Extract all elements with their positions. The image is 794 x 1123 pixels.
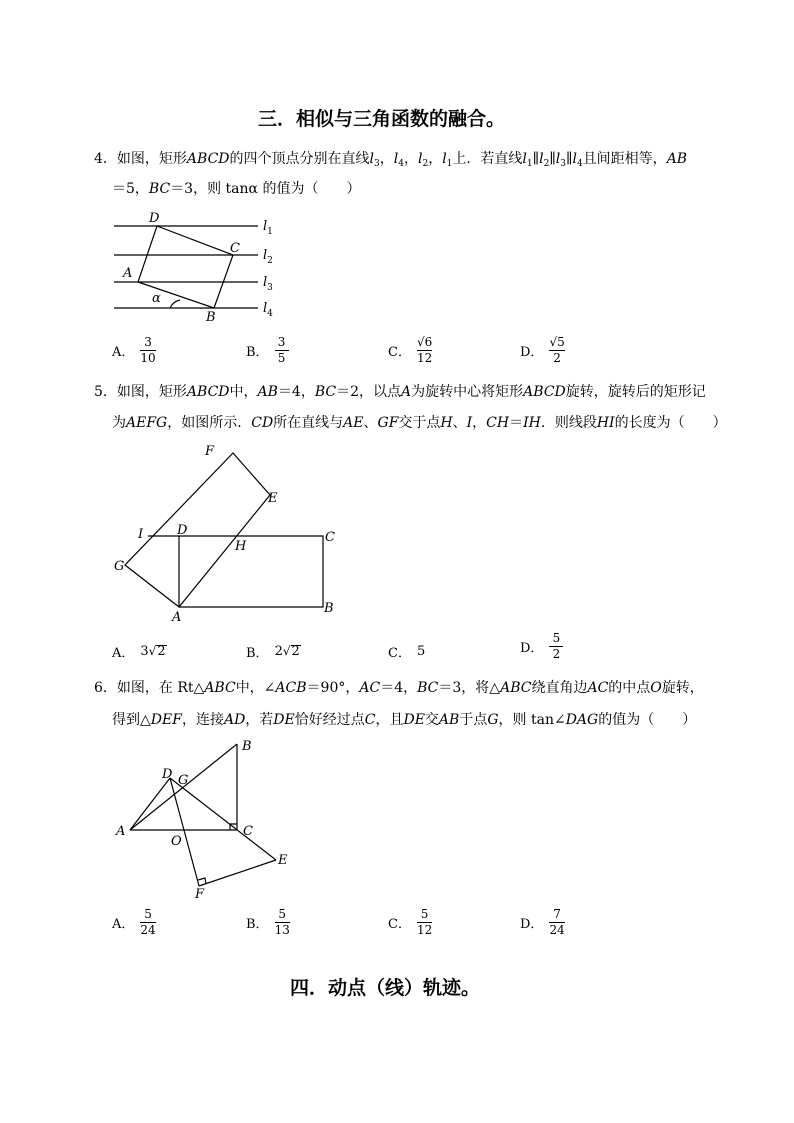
q6-text: ，则 tan∠ <box>498 712 566 728</box>
angle-alpha-arc <box>170 300 180 308</box>
label-A: A <box>116 824 126 839</box>
q5-text: 、 <box>452 415 467 431</box>
q4-var: l <box>393 151 399 167</box>
q5-var: AB <box>257 384 278 400</box>
numerator: 3 <box>277 335 286 349</box>
q5-var: CD <box>251 415 274 431</box>
option-label: C． <box>388 917 411 932</box>
q5-text: 、 <box>363 415 378 431</box>
q6-text: 如图，在 Rt△ <box>116 680 205 696</box>
numerator: 5 <box>144 907 152 921</box>
q6-text: 交 <box>424 712 439 728</box>
label-H: H <box>235 539 247 554</box>
q4-sub: 1 <box>526 159 533 169</box>
q5-text: 如图，矩形 <box>116 384 187 400</box>
q5-text: ，如图所示． <box>167 415 252 431</box>
q5-text: 为旋转中心将矩形 <box>411 384 524 400</box>
sqrt <box>149 645 167 658</box>
option-label: A． <box>112 917 135 932</box>
label-B: B <box>324 601 334 616</box>
q6-var: DE <box>403 712 425 728</box>
label-D: D <box>149 211 160 226</box>
option-label: B． <box>246 345 269 360</box>
q6-var: AD <box>223 712 246 728</box>
radicand: 2 <box>291 644 300 659</box>
q6-text: 旋转， <box>661 680 704 696</box>
q6-var: AC <box>359 680 381 696</box>
q5-var: ABCD <box>186 384 230 400</box>
q6-var: DE <box>273 712 295 728</box>
q6-text: 的中点 <box>608 680 651 696</box>
q4-option-d[interactable] <box>520 336 565 365</box>
denominator: 2 <box>553 351 561 365</box>
label-A: A <box>123 266 133 281</box>
numerator: 5 <box>278 907 287 921</box>
denominator: 5 <box>277 351 286 365</box>
q6-text: 得到△ <box>112 712 151 728</box>
q4-option-c[interactable] <box>388 336 432 365</box>
q5-text-line-1 <box>94 383 706 401</box>
q4-sub: 3 <box>374 159 380 169</box>
fraction <box>549 632 563 661</box>
q6-option-b[interactable] <box>246 908 290 937</box>
segment-de <box>170 778 276 860</box>
fraction <box>549 908 564 937</box>
q4-sub: 2 <box>422 159 429 169</box>
q4-var: l <box>555 151 561 167</box>
q6-var: G <box>487 712 499 728</box>
segment-ad <box>130 778 170 830</box>
q5-var: AEFG <box>126 415 168 431</box>
sqrt-icon: √ <box>148 644 157 658</box>
fraction <box>140 336 155 365</box>
option-value: 5 <box>416 644 426 659</box>
q4-var: l <box>539 151 544 167</box>
q5-option-d[interactable] <box>520 632 563 661</box>
label-F: F <box>205 444 215 459</box>
q5-option-b[interactable] <box>246 642 301 661</box>
option-label: D． <box>520 917 544 932</box>
q4-text: ∥ <box>549 151 556 167</box>
q5-text: ＝4， <box>277 384 315 400</box>
q5-text: ＝ <box>509 415 524 431</box>
q6-option-c[interactable] <box>388 908 432 937</box>
fraction <box>417 908 432 937</box>
q6-var: DEF <box>150 712 182 728</box>
label-B: B <box>242 739 252 754</box>
q5-var: GF <box>377 415 399 431</box>
q6-option-d[interactable] <box>520 908 565 937</box>
fraction <box>275 908 290 937</box>
q4-sub: 4 <box>576 159 583 169</box>
q4-text: ＝5， <box>112 181 149 197</box>
q6-text: 恰好经过点 <box>294 712 365 728</box>
denominator: 12 <box>416 351 433 365</box>
label-l4: $l_4$ <box>263 301 273 319</box>
q4-sub: 4 <box>398 159 404 169</box>
q5-var: ABCD <box>523 384 566 400</box>
q6-text-line-1 <box>94 679 704 697</box>
q4-text: ， <box>428 151 443 167</box>
q4-var: AB <box>666 151 688 167</box>
label-D: D <box>162 767 173 782</box>
q6-var: BC <box>417 680 439 696</box>
fraction <box>140 908 155 937</box>
denominator: 10 <box>140 351 156 365</box>
label-l2: $l_2$ <box>263 248 273 266</box>
fraction <box>275 336 289 365</box>
q4-text-line-2 <box>112 180 360 198</box>
q5-option-a[interactable] <box>112 642 167 661</box>
option-label: A． <box>112 345 135 360</box>
option-label: A． <box>112 646 135 661</box>
segment-fe <box>199 860 276 886</box>
numerator: 7 <box>553 907 561 921</box>
q6-var: ABC <box>204 680 236 696</box>
q4-var: BC <box>148 181 171 197</box>
q4-text: 上．若直线 <box>452 151 523 167</box>
section-3-heading: 三．相似与三角函数的融合。 <box>258 108 506 130</box>
q5-text: 的长度为（ ） <box>614 415 727 431</box>
label-B: B <box>206 310 216 325</box>
q6-figure <box>105 733 305 903</box>
q6-var: ACB <box>275 680 307 696</box>
q5-var: HI <box>596 415 615 431</box>
sqrt <box>283 645 301 658</box>
q4-sub: 2 <box>543 159 550 169</box>
q6-text: 绕直角边 <box>531 680 588 696</box>
denominator: 13 <box>274 923 290 937</box>
q4-var: ABCD <box>186 151 230 167</box>
denominator: 24 <box>140 923 156 937</box>
q5-var: IH <box>523 415 541 431</box>
q5-text: ．则线段 <box>540 415 597 431</box>
label-O: O <box>171 834 182 849</box>
q5-text: ， <box>472 415 487 431</box>
q4-text: ， <box>403 151 418 167</box>
q6-var: DAG <box>565 712 599 728</box>
numerator: √5 <box>549 335 565 349</box>
q6-var: O <box>650 680 662 696</box>
q4-text: ＝3，则 tanα 的值为（ ） <box>170 181 361 197</box>
q4-figure <box>100 205 290 325</box>
q4-var: l <box>417 151 423 167</box>
numerator: 3 <box>144 335 152 349</box>
q4-text: 如图，矩形 <box>116 151 187 167</box>
q5-var: H <box>440 415 453 431</box>
right-angle-f <box>198 878 206 884</box>
label-E: E <box>268 491 278 506</box>
q4-text: 的四个顶点分别在直线 <box>229 151 370 167</box>
q5-text: 所在直线与 <box>273 415 344 431</box>
option-label: D． <box>520 345 544 360</box>
sqrt-icon: √ <box>282 644 291 658</box>
label-C: C <box>243 824 253 839</box>
q6-text: ，连接 <box>181 712 224 728</box>
label-D: D <box>177 523 188 538</box>
q6-number: 6． <box>94 680 117 696</box>
rectangle-aefg <box>125 453 270 607</box>
numerator: 5 <box>420 907 429 921</box>
fraction <box>417 336 432 365</box>
q6-text: 中，∠ <box>235 680 276 696</box>
option-label: D． <box>520 641 544 656</box>
numerator: 5 <box>552 631 561 645</box>
coefficient: 2 <box>274 644 283 659</box>
q6-var: AC <box>587 680 609 696</box>
q5-var: A <box>401 384 412 400</box>
option-label: B． <box>246 646 269 661</box>
label-alpha: α <box>152 291 161 306</box>
section-4-heading: 四．动点（线）轨迹。 <box>290 977 481 999</box>
q4-var: l <box>369 151 375 167</box>
q5-text: ＝2，以点 <box>336 384 402 400</box>
q6-var: AB <box>438 712 460 728</box>
q4-text-line-1 <box>94 150 687 173</box>
denominator: 24 <box>549 923 565 937</box>
denominator: 12 <box>416 923 433 937</box>
q6-var: C <box>364 712 376 728</box>
numerator: √6 <box>416 335 433 349</box>
label-G: G <box>178 773 189 788</box>
q6-text: ，且 <box>375 712 404 728</box>
q5-option-c[interactable] <box>388 642 425 661</box>
q5-var: I <box>466 415 473 431</box>
label-A: A <box>172 610 182 625</box>
option-label: C． <box>388 345 411 360</box>
q6-option-a[interactable] <box>112 908 156 937</box>
label-l3: $l_3$ <box>263 275 273 293</box>
q6-var: ABC <box>500 680 532 696</box>
q4-number: 4． <box>94 151 117 167</box>
coefficient: 3 <box>140 644 149 659</box>
q5-text-line-2 <box>112 414 727 432</box>
q5-var: AE <box>343 415 364 431</box>
q5-text: 为 <box>112 415 126 431</box>
q6-text: ，若 <box>245 712 274 728</box>
q6-text-line-2 <box>112 711 696 729</box>
q5-text: 旋转，旋转后的矩形记 <box>565 384 706 400</box>
label-E: E <box>278 853 288 868</box>
label-F: F <box>195 887 205 902</box>
label-C: C <box>325 530 335 545</box>
q4-text: ∥ <box>532 151 540 167</box>
q4-text: ， <box>379 151 394 167</box>
label-I: I <box>138 527 144 542</box>
q5-var: CH <box>486 415 510 431</box>
fraction <box>549 336 564 365</box>
q4-text: 且间距相等， <box>582 151 667 167</box>
segment-df <box>170 778 199 886</box>
q5-var: BC <box>314 384 337 400</box>
option-label: B． <box>246 917 269 932</box>
q4-var: l <box>572 151 577 167</box>
q4-sub: 3 <box>560 159 566 169</box>
q4-option-a[interactable] <box>112 336 156 365</box>
q5-figure <box>105 438 345 628</box>
q4-sub: 1 <box>446 159 453 169</box>
q6-text: ＝3，将△ <box>438 680 501 696</box>
label-C: C <box>230 241 240 256</box>
label-G: G <box>114 559 125 574</box>
q6-text: ＝4， <box>380 680 418 696</box>
q4-var: l <box>442 151 447 167</box>
q6-text: ＝90°， <box>306 680 360 696</box>
q5-number: 5． <box>94 384 117 400</box>
q4-var: l <box>522 151 527 167</box>
label-l1: $l_1$ <box>263 219 273 237</box>
q5-text: 交于点 <box>398 415 441 431</box>
radicand: 2 <box>157 644 166 659</box>
q6-text: 于点 <box>459 712 488 728</box>
option-label: C． <box>388 646 411 661</box>
denominator: 2 <box>552 647 561 661</box>
q6-text: 的值为（ ） <box>598 712 697 728</box>
q4-text: ∥ <box>566 151 573 167</box>
q5-text: 中， <box>229 384 258 400</box>
q4-option-b[interactable] <box>246 336 289 365</box>
